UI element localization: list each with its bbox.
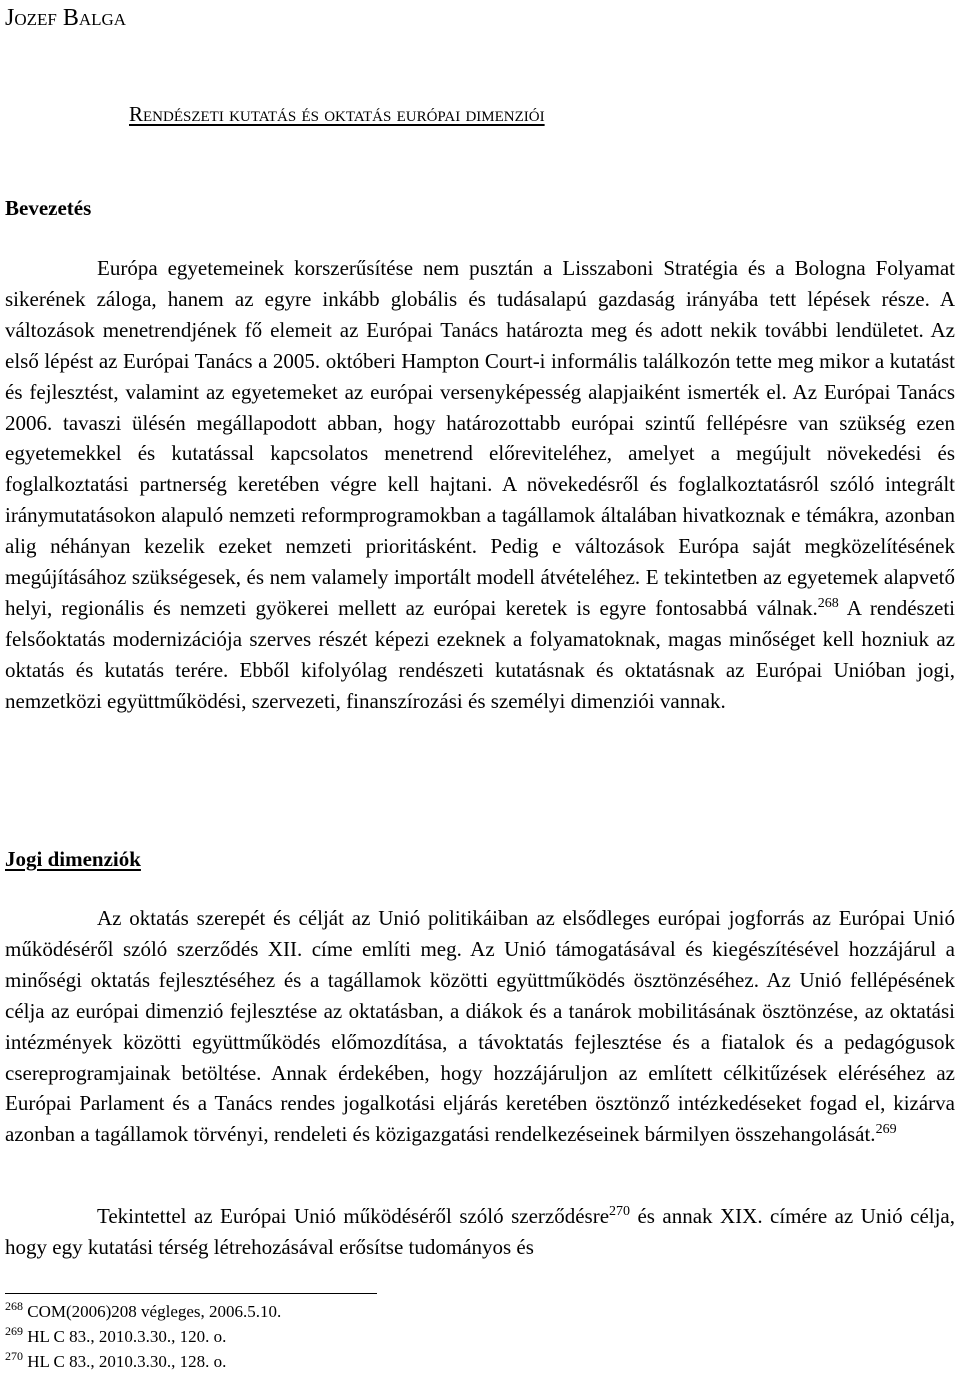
paragraph-jogi-1 [5, 903, 955, 1150]
footnote-separator [5, 1293, 377, 1294]
running-header-author: Jozef Balga [5, 5, 127, 31]
section-heading-bevezetes: Bevezetés [5, 196, 92, 220]
footnote-text: HL C 83., 2010.3.30., 120. o. [23, 1327, 227, 1346]
footnote-ref-269[interactable]: 269 [875, 1122, 897, 1138]
paragraph-intro-text-2: A rendészeti felsőoktatás modernizációja szerves részét képezi ezeknek a folyamatoknak, magas minőséget kell hozniuk az oktatás és kutatás terére. Ebből kifolyólag rendészeti kutatásnak és oktatásnak az Európai Unióban jogi, nemzetközi együttműködési, szervezeti, finanszírozási és személyi dimenziói vannak. [5, 595, 956, 713]
document-title: Rendészeti kutatás és oktatás európai dimenziói [129, 102, 545, 126]
footnote-268 [5, 1299, 281, 1324]
paragraph-jogi-2 [5, 1201, 955, 1263]
footnote-number: 270 [5, 1349, 23, 1363]
footnote-ref-268[interactable]: 268 [817, 595, 839, 611]
footnote-number: 268 [5, 1299, 23, 1313]
footnote-text: COM(2006)208 végleges, 2006.5.10. [23, 1302, 282, 1321]
footnote-ref-270[interactable]: 270 [609, 1204, 631, 1219]
paragraph-jogi-2-text-1: Tekintettel az Európai Unió működéséről szóló szerződésre [97, 1204, 610, 1228]
section-heading-jogi-dimenziok: Jogi dimenziók [5, 847, 141, 871]
footnote-269 [5, 1324, 281, 1349]
paragraph-jogi-2-text-2: és annak XIX. címére az Unió célja, hogy egy kutatási térség létrehozásával erősítse tudományos és [5, 1204, 956, 1259]
footnote-number: 269 [5, 1324, 23, 1338]
paragraph-intro-text-1: Európa egyetemeinek korszerűsítése nem pusztán a Lisszaboni Stratégia és a Bologna Folyamat sikerének záloga, hanem az egyre inkább globális és tudásalapú gazdaság irányába tett lépések része. A változások menetrendjének fő elemeit az Európai Tanács határozta meg és adott nekik további lendületet. Az első lépést az Európai Tanács a 2005. októberi Hampton Court-i informális találkozón tette meg mikor a kutatást és fejlesztést, valamint az egyetemeket az európai versenyképesség alapjaiként ismerték el. Az Európai Tanács 2006. tavaszi ülésén megállapodott abban, hogy határozottabb európai szintű fellépésre van szükség ezen egyetemekkel és kutatással kapcsolatos menetrend előreviteléhez, amelyet a megújult növekedési és foglalkoztatási partnerség keretében végre kell hajtani. A növekedésről és foglalkoztatásról szóló integrált iránymutatásokon alapuló nemzeti reformprogramokban a tagállamok általában hivatkoznak e témákra, azonban alig néhányan kezelik ezeket nemzeti prioritásként. Pedig e változások Európa saját megközelítésének megújításához szükségesek, és nem valamely importált modell átvételéhez. E tekintetben az egyetemek alapvető helyi, regionális és nemzeti gyökerei mellett az európai keretek is egyre fontosabbá válnak. [5, 256, 955, 620]
paragraph-jogi-1-text: Az oktatás szerepét és célját az Unió politikáiban az elsődleges európai jogforrás az Európai Unió működéséről szóló szerződés XII. címe említi meg. Az Unió támogatásával és kiegészítésével hozzájárul a minőségi oktatás fejlesztéséhez és a tagállamok közötti együttműködés ösztönzéséhez. Az Unió fellépésének célja az európai dimenzió fejlesztése az oktatásban, a diákok és a tanárok mobilitásának ösztönzése, az oktatási intézmények közötti együttműködés előmozdítása, a távoktatás fejlesztése és a fiatalok és a pedagógusok csereprogramjainak betöltése. Annak érdekében, hogy hozzájáruljon az említett célkitűzések eléréséhez az Európai Parlament és a Tanács rendes jogalkotási eljárás keretében ösztönző intézkedéseket fogad el, kizárva azonban a tagállamok törvényi, rendeleti és közigazgatási rendelkezéseinek bármilyen összehangolását. [5, 906, 955, 1147]
footnote-270 [5, 1349, 281, 1374]
footnotes [5, 1299, 281, 1374]
paragraph-intro [5, 253, 955, 717]
footnote-text: HL C 83., 2010.3.30., 128. o. [23, 1352, 227, 1371]
